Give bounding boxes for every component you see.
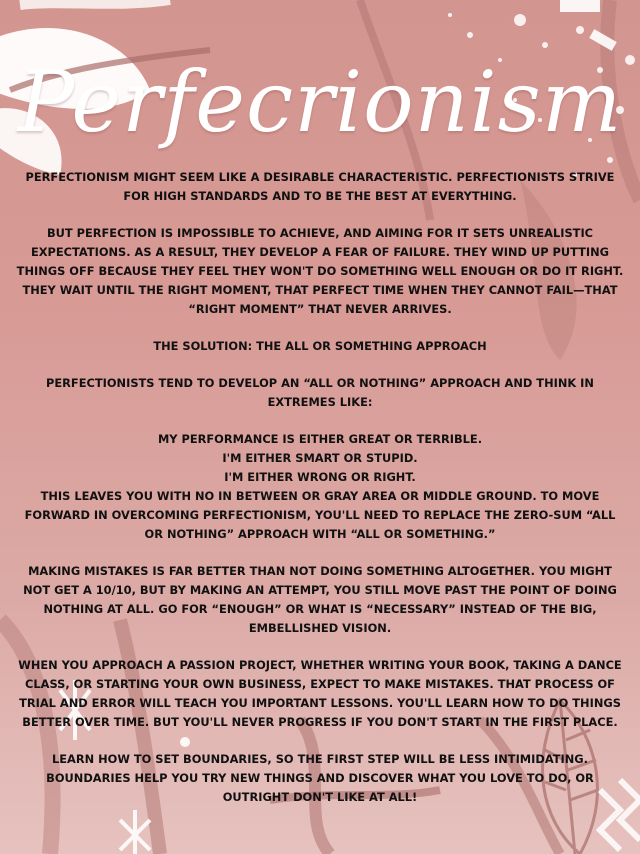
page-title: Perfecrionism [17, 53, 623, 151]
paragraph-boundaries: LEARN HOW TO SET BOUNDARIES, SO THE FIRST STEP WILL BE LESS INTIMIDATING. BOUNDARIES HELP YOU TRY NEW THINGS AND DISCOVER WHAT YOU LOVE TO DO, OR OUTRIGHT DON'T LIKE AT ALL! [46, 752, 594, 804]
list-item: I'M EITHER WRONG OR RIGHT. [224, 470, 416, 484]
list-item: MY PERFORMANCE IS EITHER GREAT OR TERRIBLE. [157, 432, 483, 446]
brush-dash [560, 0, 600, 12]
paragraph-middle-ground: THIS LEAVES YOU WITH NO IN BETWEEN OR GRAY AREA OR MIDDLE GROUND. TO MOVE FORWARD IN OVERCOMING PERFECTIONISM, YOU'LL NEED TO REPLACE THE ZERO-SUM “ALL OR NOTHING” APPROACH WITH “ALL OR SOMETHING.” [24, 489, 616, 541]
paragraph-intro: PERFECTIONISM MIGHT SEEM LIKE A DESIRABLE CHARACTERISTIC. PERFECTIONISTS STRIVE FOR HIGH STANDARDS AND TO BE THE BEST AT EVERYTHING. [25, 170, 615, 203]
extremes-list [14, 430, 626, 487]
brush-stroke [20, 0, 170, 5]
paragraph-perfection: BUT PERFECTION IS IMPOSSIBLE TO ACHIEVE, AND AIMING FOR IT SETS UNREALISTIC EXPECTATIONS. AS A RESULT, THEY DEVELOP A FEAR OF FAILURE. THEY WIND UP PUTTING THINGS OFF BECAUSE THEY FEEL THEY WON'T DO SOMETHING WELL ENOUGH OR DO IT RIGHT. THEY WAIT UNTIL THE RIGHT MOMENT, THAT PERFECT TIME WHEN THEY CANNOT FAIL—THAT “RIGHT MOMENT” THAT NEVER ARRIVES. [16, 226, 624, 316]
paragraph-passion-project: WHEN YOU APPROACH A PASSION PROJECT, WHETHER WRITING YOUR BOOK, TAKING A DANCE CLASS, OR STARTING YOUR OWN BUSINESS, EXPECT TO MAKE MISTAKES. THAT PROCESS OF TRIAL AND ERROR WILL TEACH YOU IMPORTANT LESSONS. YOU'LL LEARN HOW TO DO THINGS BETTER OVER TIME. BUT YOU'LL NEVER PROGRESS IF YOU DON'T START IN THE FIRST PLACE. [18, 658, 622, 729]
paragraph-extremes: PERFECTIONISTS TEND TO DEVELOP AN “ALL OR NOTHING” APPROACH AND THINK IN EXTREMES LIKE: [46, 376, 594, 409]
paragraph-mistakes: MAKING MISTAKES IS FAR BETTER THAN NOT DOING SOMETHING ALTOGETHER. YOU MIGHT NOT GET A 10/10, BUT BY MAKING AN ATTEMPT, YOU STILL MOVE PAST THE POINT OF DOING NOTHING AT ALL. GO FOR “ENOUGH” OR WHAT IS “NECESSARY” INSTEAD OF THE BIG, EMBELLISHED VISION. [23, 564, 617, 635]
list-item: I'M EITHER SMART OR STUPID. [222, 451, 418, 465]
article-body [14, 168, 626, 825]
paragraph-solution-heading: THE SOLUTION: THE ALL OR SOMETHING APPROACH [153, 339, 487, 353]
